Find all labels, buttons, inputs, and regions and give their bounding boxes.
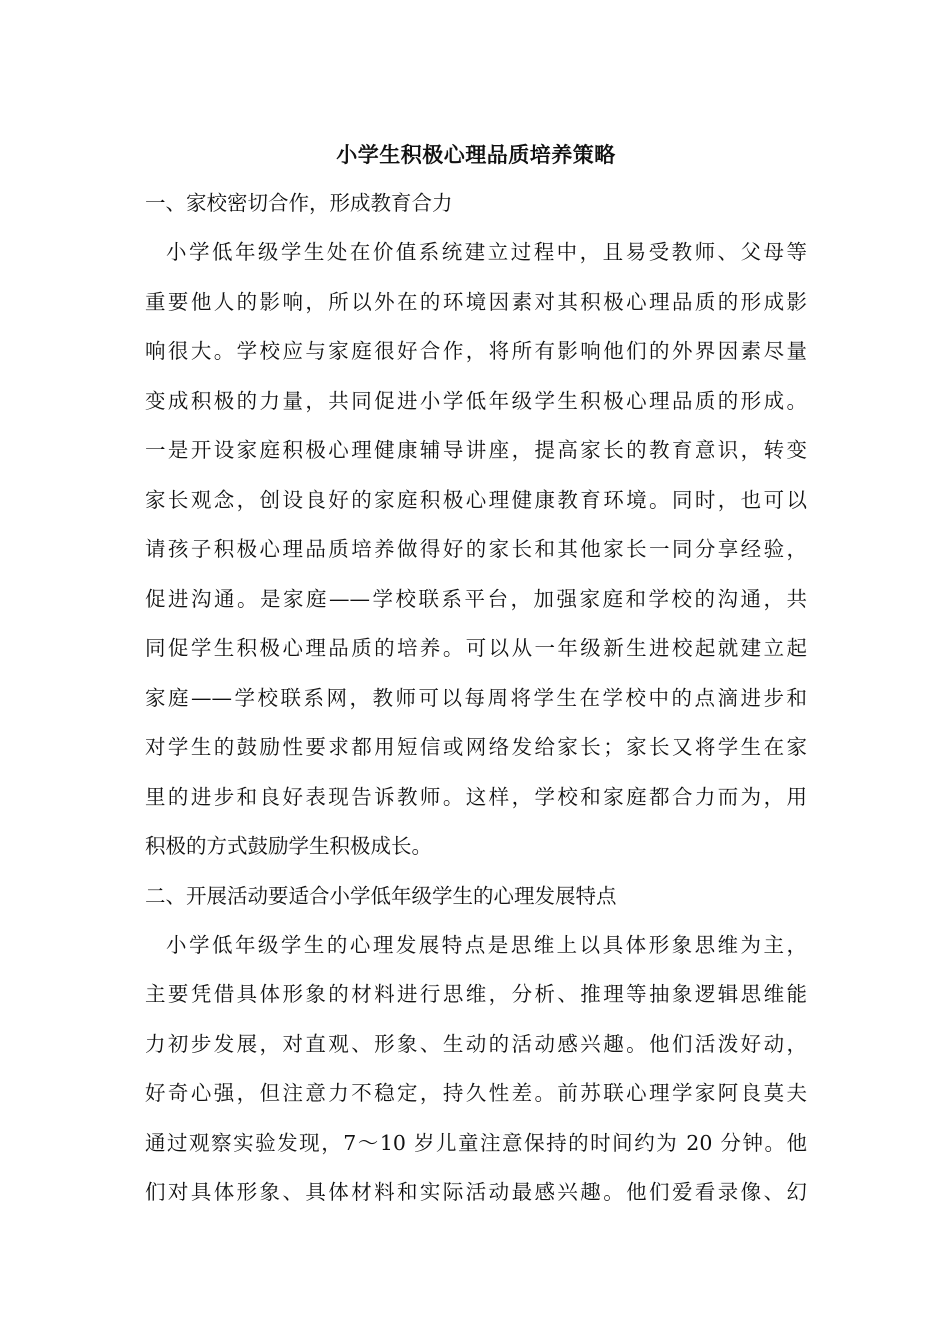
paragraph-line: 家长观念，创设良好的家庭积极心理健康教育环境。同时，也可以 — [145, 487, 807, 512]
paragraph-line: 家庭——学校联系网，教师可以每周将学生在学校中的点滴进步和 — [145, 685, 807, 710]
paragraph-line: 变成积极的力量，共同促进小学低年级学生积极心理品质的形成。 — [145, 388, 807, 413]
paragraph-line: 对学生的鼓励性要求都用短信或网络发给家长；家长又将学生在家 — [145, 735, 807, 759]
paragraph-line: 里的进步和良好表现告诉教师。这样，学校和家庭都合力而为，用 — [145, 784, 807, 809]
paragraph-line: 小学低年级学生处在价值系统建立过程中，且易受教师、父母等 — [166, 240, 807, 264]
paragraph-line: 响很大。学校应与家庭很好合作，将所有影响他们的外界因素尽量 — [145, 339, 807, 363]
paragraph-line: 好奇心强，但注意力不稳定，持久性差。前苏联心理学家阿良莫夫 — [145, 1081, 807, 1105]
section-1-paragraph — [145, 228, 807, 872]
document-body — [145, 130, 807, 1218]
document-title: 小学生积极心理品质培养策略 — [336, 142, 616, 167]
paragraph-line: 同促学生积极心理品质的培养。可以从一年级新生进校起就建立起 — [145, 636, 807, 660]
paragraph-line: 小学低年级学生的心理发展特点是思维上以具体形象思维为主， — [166, 932, 807, 957]
paragraph-line: 促进沟通。是家庭——学校联系平台，加强家庭和学校的沟通，共 — [145, 586, 807, 611]
paragraph-line: 力初步发展，对直观、形象、生动的活动感兴趣。他们活泼好动， — [145, 1031, 807, 1056]
section-heading-1: 一、家校密切合作，形成教育合力 — [145, 191, 453, 215]
paragraph-line: 重要他人的影响，所以外在的环境因素对其积极心理品质的形成影 — [145, 289, 807, 314]
section-heading-2: 二、开展活动要适合小学低年级学生的心理发展特点 — [145, 883, 617, 908]
paragraph-line: 们对具体形象、具体材料和实际活动最感兴趣。他们爱看录像、幻 — [145, 1180, 807, 1204]
paragraph-line: 请孩子积极心理品质培养做得好的家长和其他家长一同分享经验， — [145, 537, 807, 561]
paragraph-line: 一是开设家庭积极心理健康辅导讲座，提高家长的教育意识，转变 — [145, 438, 807, 462]
section-2-paragraph — [145, 921, 807, 1218]
paragraph-line: 积极的方式鼓励学生积极成长。 — [145, 834, 432, 858]
paragraph-line: 主要凭借具体形象的材料进行思维，分析、推理等抽象逻辑思维能 — [145, 982, 807, 1006]
paragraph-line: 通过观察实验发现，7～10 岁儿童注意保持的时间约为 20 分钟。他 — [145, 1130, 807, 1155]
